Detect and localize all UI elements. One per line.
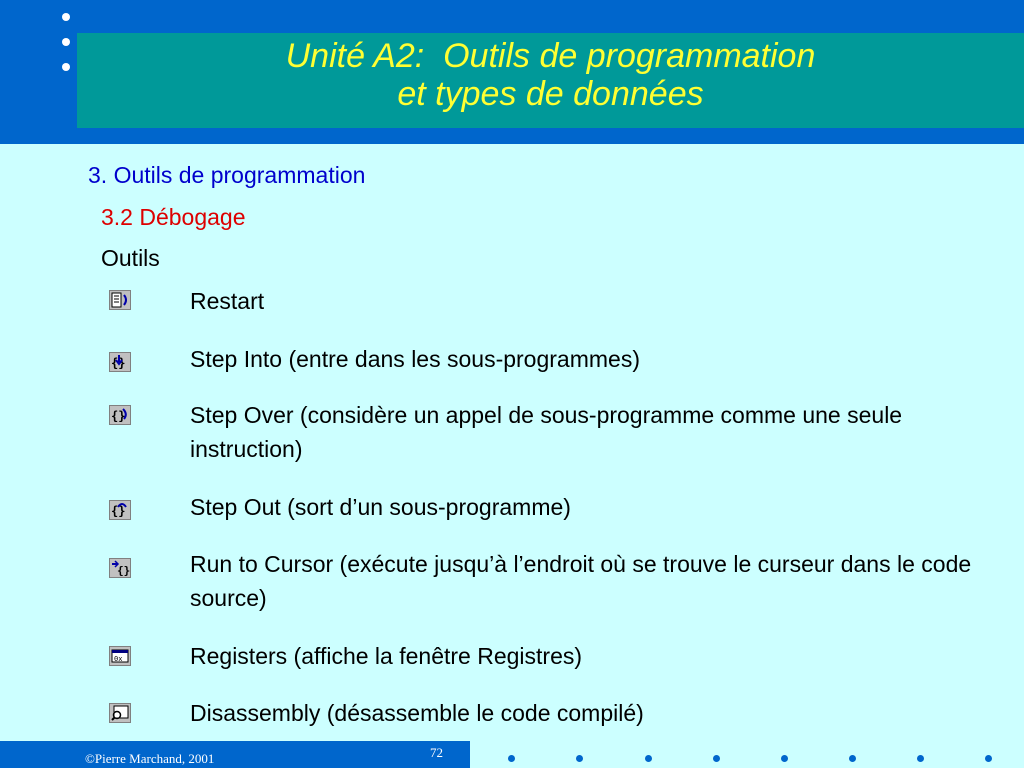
svg-text:0x: 0x (114, 655, 123, 663)
footer-copyright: ©Pierre Marchand, 2001 (85, 751, 215, 766)
registers-icon (109, 646, 131, 666)
tool-step-out-label: Step Out (sort d’un sous-programme) (190, 494, 571, 520)
svg-text:{}: {} (111, 356, 126, 370)
slide-title (77, 33, 1024, 128)
footer-dot (645, 755, 652, 762)
footer-dot (713, 755, 720, 762)
footer-dot (917, 755, 924, 762)
svg-text:{}: {} (111, 409, 126, 423)
tool-step-into-label: Step Into (entre dans les sous-programmes) (190, 346, 640, 372)
bullet-dot (62, 38, 70, 46)
tool-run-to-cursor-label: Run to Cursor (exécute jusqu’à l’endroit où se trouve le curseur dans le code source) (190, 551, 972, 611)
bullet-dot (62, 63, 70, 71)
disassembly-icon (109, 703, 131, 723)
tool-disassembly-label: Disassembly (désassemble le code compilé) (190, 700, 644, 726)
svg-text:{}: {} (117, 564, 130, 577)
tool-restart-label: Restart (190, 288, 265, 314)
step-into-icon (109, 352, 131, 372)
step-over-icon (109, 405, 131, 425)
tool-registers-label: Registers (affiche la fenêtre Registres) (190, 643, 583, 669)
title-line-2: et types de données (397, 75, 704, 113)
tool-step-over-label: Step Over (considère un appel de sous-programme comme une seule instruction) (190, 402, 903, 462)
footer-dot (781, 755, 788, 762)
restart-icon (109, 290, 131, 310)
page-number: 72 (430, 745, 443, 760)
footer-dot (849, 755, 856, 762)
subsection-heading: 3.2 Débogage (101, 204, 246, 230)
footer-bar (0, 741, 470, 768)
bullet-dot (62, 13, 70, 21)
footer-dot (985, 755, 992, 762)
tools-label: Outils (101, 245, 160, 271)
step-out-icon (109, 500, 131, 520)
section-heading: 3. Outils de programmation (88, 162, 366, 188)
footer-dot (508, 755, 515, 762)
footer-dot (576, 755, 583, 762)
run-to-cursor-icon (109, 558, 131, 578)
title-line-1: Unité A2: Outils de programmation (285, 37, 816, 75)
svg-text:{}: {} (111, 504, 126, 518)
